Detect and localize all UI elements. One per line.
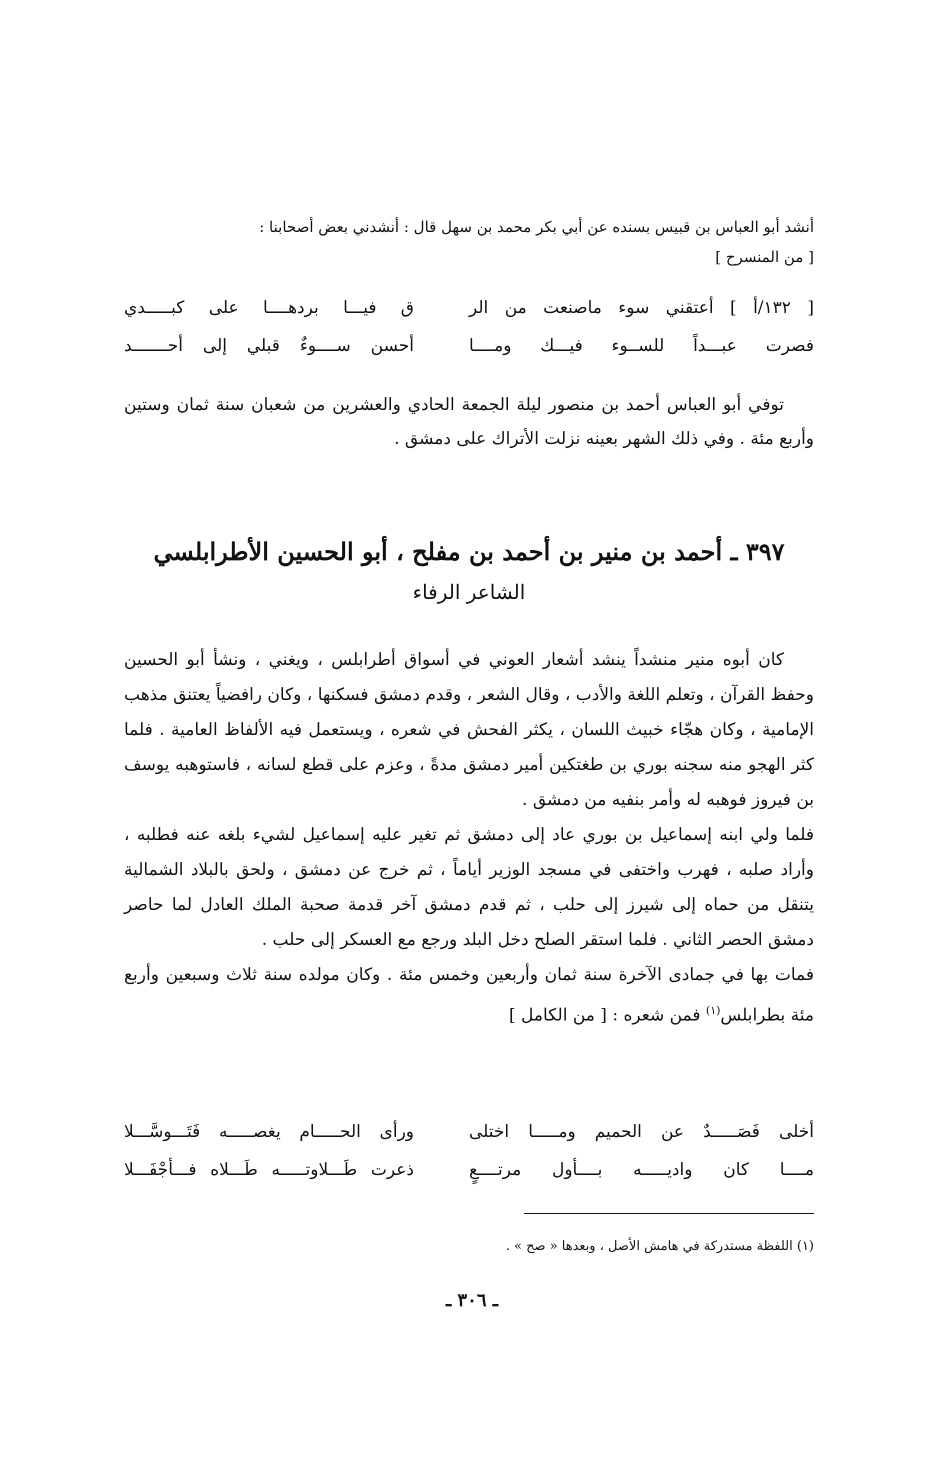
- verse-hemistich-second: أحسن ســــوءٌ قبلي إلى أحـــــــد: [124, 336, 414, 356]
- footnote: (١) اللفظة مستدركة في هامش الأصل ، وبعدها « صح » .: [505, 1239, 814, 1254]
- verse-line: [124, 1154, 814, 1186]
- verse-hemistich-first: أخلى فَصَـــــدٌ عن الحميم ومـــــا اختلى: [469, 1122, 814, 1142]
- bio-paragraph-1: كان أبوه منير منشداً ينشد أشعار العوني في أسواق أطرابلس ، ويغني ، ونشأ أبو الحسين وحفظ القرآن ، وتعلم اللغة والأدب ، وقال الشعر ، وقدم دمشق فسكنها ، وكان رافضياً يعتنق مذهب الإمامية ، وكان هجّاء خبيث اللسان ، يكثر الفحش في شعره ، ويستعمل فيه الألفاظ العامية . فلما كثر الهجو منه سجنه بوري بن طغتكين أمير دمشق مدةً ، وعزم على قطع لسانه ، فاستوهبه يوسف بن فيروز فوهبه له وأمر بنفيه من دمشق .: [124, 650, 814, 810]
- death-note-text: توفي أبو العباس أحمد بن منصور ليلة الجمعة الحادي والعشرين من شعبان سنة ثمان وستين وأربع مئة . وفي ذلك الشهر بعينه نزلت الأتراك على دمشق .: [124, 395, 814, 449]
- entry-heading: ٣٩٧ ـ أحمد بن منير بن أحمد بن مفلح ، أبو الحسين الأطرابلسي: [153, 537, 785, 566]
- verse-hemistich-second: ق فيـــا بردهــــا على كبـــــدي: [124, 298, 414, 318]
- footnote-marker: (١): [705, 1004, 721, 1017]
- intro-block: [124, 212, 814, 272]
- verse-line: [124, 1116, 814, 1148]
- bio-paragraph-2: فلما ولي ابنه إسماعيل بن بوري عاد إلى دمشق ثم تغير عليه إسماعيل لشيء بلغه عنه فطلبه ، وأراد صلبه ، فهرب واختفى في مسجد الوزير أياماً ، ثم خرج عن دمشق ، ولحق بالبلاد الشمالية يتنقل من حماه إلى شيرز إلى حلب ، ثم قدم دمشق آخر قدمة صحبة الملك العادل لما حاصر دمشق الحصر الثاني . فلما استقر الصلح دخل البلد ورجع مع العسكر إلى حلب .: [124, 825, 814, 950]
- transmission-chain: أنشد أبو العباس بن قبيس بسنده عن أبي بكر محمد بن سهل قال : أنشدني بعض أصحابنا :: [259, 218, 814, 236]
- verse-hemistich-second: ورأى الحـــــام يغصـــــه فَتَـــوسَّـــلا: [124, 1122, 414, 1142]
- verse-line: [124, 330, 814, 362]
- bio-p3-text: فمات بها في جمادى الآخرة سنة ثمان وأربعين وخمس مئة . وكان مولده سنة ثلاث وسبعين وأربع مئة بطرابلس: [124, 965, 814, 1026]
- entry-subheading: الشاعر الرفاء: [412, 580, 526, 604]
- verse-hemistich-second: ذعرت طَـــلاوتـــــه طَـــلاه فـــأجْفَـــلا: [124, 1160, 414, 1180]
- bio-paragraph-3: [124, 958, 814, 1034]
- biography: [124, 643, 814, 1034]
- bio-p3-tail: فمن شعره : [ من الكامل ]: [508, 1005, 706, 1026]
- page-number: ـ ٣٠٦ ـ: [445, 1290, 499, 1311]
- verse-hemistich-first: مــــا كان واديـــــه بــــأول مرتــــعٍ: [469, 1160, 814, 1180]
- verse-line: [124, 292, 814, 324]
- meter-label: [ من المنسرح ]: [715, 248, 814, 266]
- verse-hemistich-first: [ ١٣٢/أ ] أعتقني سوء ماصنعت من الر: [469, 298, 814, 318]
- verse-hemistich-first: فصرت عبـــداً للســوء فيـــك ومــــا: [469, 336, 814, 356]
- death-note: [124, 388, 814, 456]
- footnote-divider: [524, 1213, 814, 1214]
